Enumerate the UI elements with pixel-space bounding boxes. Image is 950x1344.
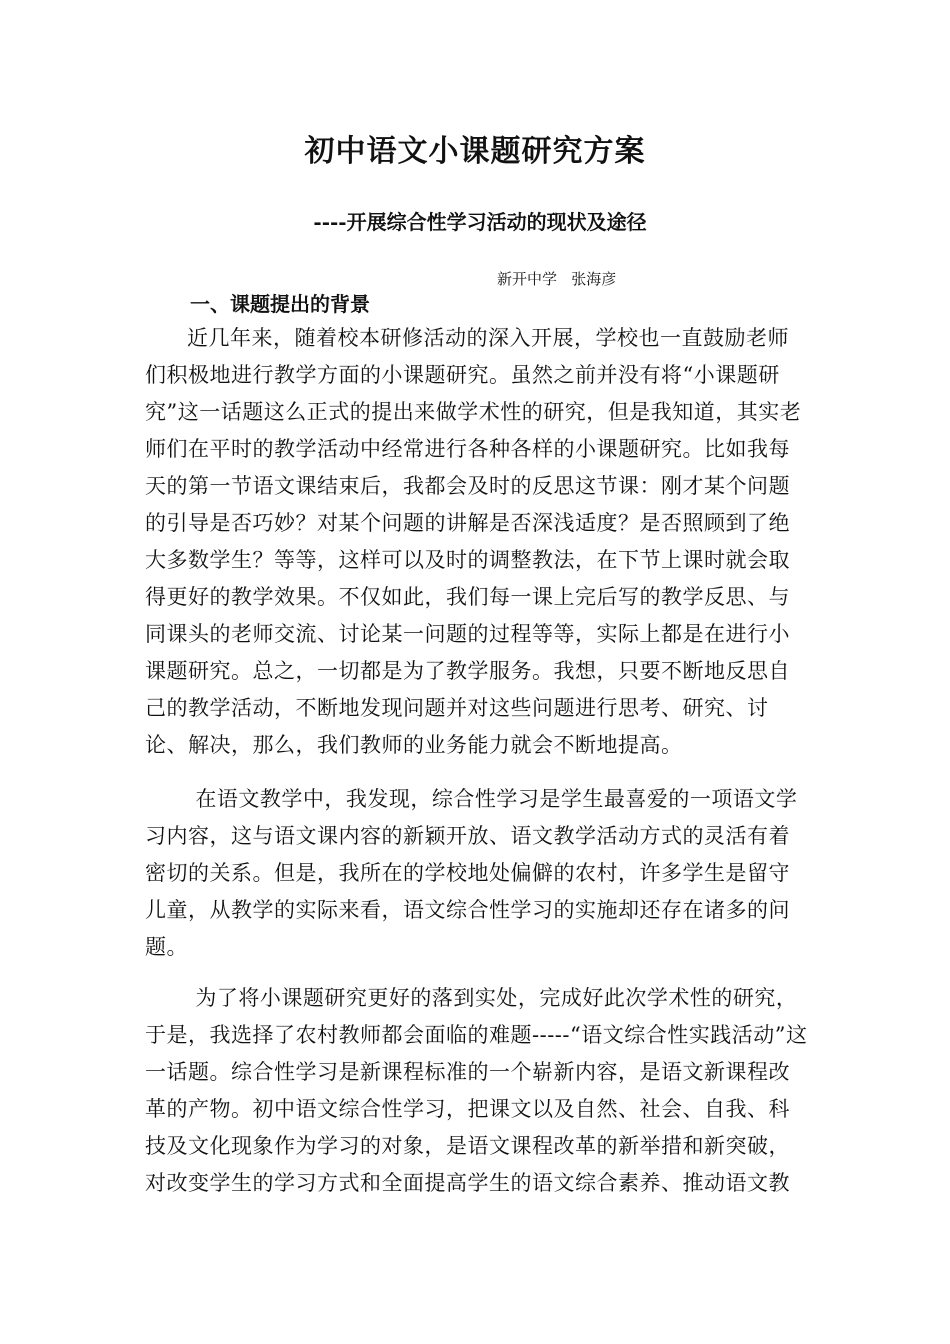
body-paragraph: 在语文教学中，我发现，综合性学习是学生最喜爱的一项语文学习内容，这与语文课内容的新颖开放、语文教学活动方式的灵活有着密切的关系。但是，我所在的学校地处偏僻的农村，许多学生是留守儿童，从教学的实际来看，语文综合性学习的实施却还存在诸多的问题。 [145, 787, 798, 959]
body-paragraph: 为了将小课题研究更好的落到实处，完成好此次学术性的研究，于是，我选择了农村教师都会面临的难题-----“语文综合性实践活动”这一话题。综合性学习是新课程标准的一个崭新内容，是语文新课程改革的产物。初中语文综合性学习，把课文以及自然、社会、自我、科技及文化现象作为学习的对象，是语文课程改革的新举措和新突破，对改变学生的学习方式和全面提高学生的语文综合素养、推动语文教 [145, 986, 808, 1195]
author-line: 新开中学 张海彦 [497, 270, 617, 288]
document-title: 初中语文小课题研究方案 [304, 134, 646, 169]
body-paragraph: 近几年来，随着校本研修活动的深入开展，学校也一直鼓励老师们积极地进行教学方面的小课题研究。虽然之前并没有将“小课题研究”这一话题这么正式的提出来做学术性的研究，但是我知道，其实老师们在平时的教学活动中经常进行各种各样的小课题研究。比如我每天的第一节语文课结束后，我都会及时的反思这节课：刚才某个问题的引导是否巧妙？对某个问题的讲解是否深浅适度？是否照顾到了绝大多数学生？等等，这样可以及时的调整教法，在下节上课时就会取得更好的教学效果。不仅如此，我们每一课上完后写的教学反思、与同课头的老师交流、讨论某一问题的过程等等，实际上都是在进行小课题研究。总之，一切都是为了教学服务。我想，只要不断地反思自己的教学活动，不断地发现问题并对这些问题进行思考、研究、讨论、解决，那么，我们教师的业务能力就会不断地提高。 [145, 326, 802, 757]
document-subtitle: ----开展综合性学习活动的现状及途径 [313, 210, 647, 234]
section-heading: 一、课题提出的背景 [190, 292, 370, 316]
